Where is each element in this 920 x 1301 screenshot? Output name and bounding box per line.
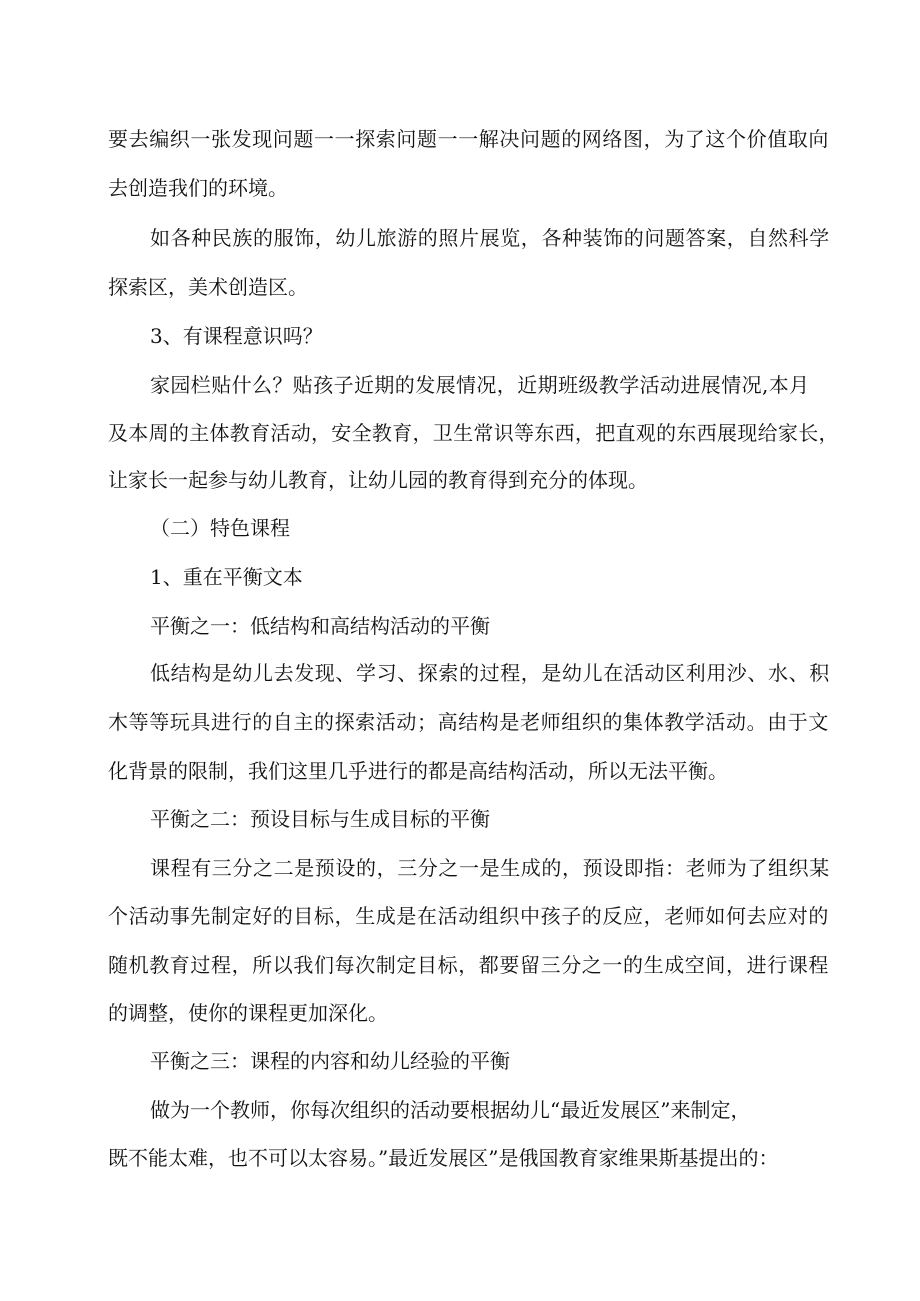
subheading: 平衡之一：低结构和高结构活动的平衡 <box>150 614 490 638</box>
paragraph-line: 家园栏贴什么？贴孩子近期的发展情况，近期班级教学活动进展情况,本月 <box>150 373 810 397</box>
paragraph-line: 化背景的限制，我们这里几乎进行的都是高结构活动，所以无法平衡。 <box>108 759 728 783</box>
section-heading: 1、重在平衡文本 <box>150 565 303 589</box>
section-heading: （二）特色课程 <box>150 516 290 540</box>
paragraph-line: 及本周的主体教育活动，安全教育，卫生常识等东西，把直观的东西展现给家长， <box>108 421 839 445</box>
paragraph-line: 既不能太难，也不可以太容易。”最近发展区”是俄国教育家维果斯基提出的： <box>108 1146 779 1170</box>
paragraph-line: 的调整，使你的课程更加深化。 <box>108 1001 388 1025</box>
paragraph-line: 随机教育过程，所以我们每次制定目标，都要留三分之一的生成空间，进行课程 <box>108 953 829 977</box>
paragraph-line: 做为一个教师，你每次组织的活动要根据幼儿“最近发展区”来制定， <box>150 1098 751 1122</box>
paragraph-line: 要去编织一张发现问题一一探索问题一一解决问题的网络图，为了这个价值取向 <box>108 127 829 151</box>
paragraph-line: 让家长一起参与幼儿教育，让幼儿园的教育得到充分的体现。 <box>108 468 648 492</box>
paragraph-line: 低结构是幼儿去发现、学习、探索的过程，是幼儿在活动区利用沙、水、积 <box>150 661 830 685</box>
paragraph-line: 木等等玩具进行的自主的探索活动；高结构是老师组织的集体教学活动。由于文 <box>108 710 829 734</box>
paragraph-line: 探索区，美术创造区。 <box>108 275 308 299</box>
paragraph-line: 去创造我们的环境。 <box>108 176 288 200</box>
subheading: 平衡之二：预设目标与生成目标的平衡 <box>150 807 490 831</box>
paragraph-line: 课程有三分之二是预设的，三分之一是生成的，预设即指：老师为了组织某 <box>150 856 830 880</box>
section-heading: 3、有课程意识吗？ <box>150 324 323 348</box>
subheading: 平衡之三：课程的内容和幼儿经验的平衡 <box>150 1049 510 1073</box>
paragraph-line: 个活动事先制定好的目标，生成是在活动组织中孩子的反应，老师如何去应对的 <box>108 904 829 928</box>
paragraph-line: 如各种民族的服饰，幼儿旅游的照片展览，各种装饰的问题答案，自然科学 <box>150 226 830 250</box>
